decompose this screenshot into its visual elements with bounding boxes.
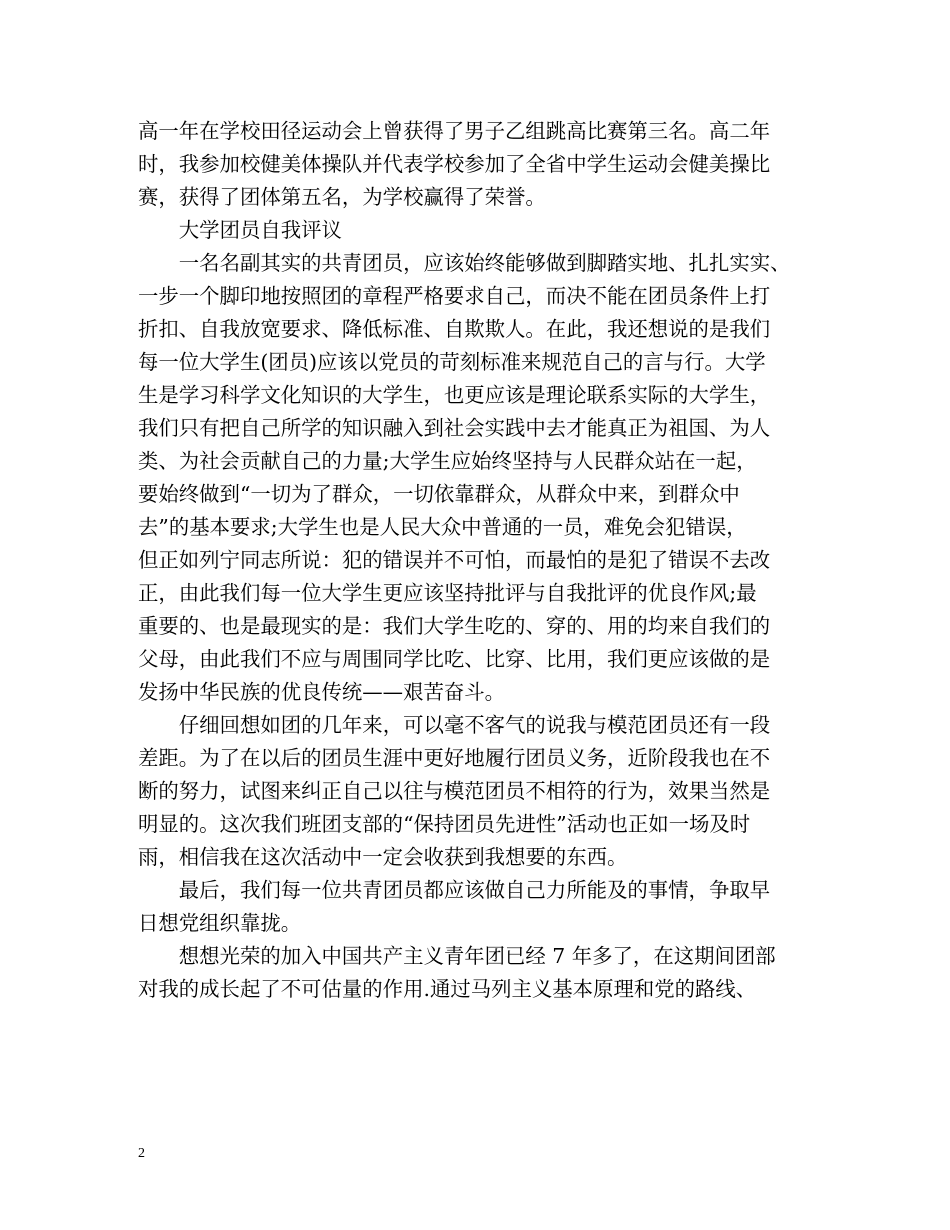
paragraph-4: 最后，我们每一位共青团员都应该做自己力所能及的事情，争取早 日想党组织靠拢。 (138, 878, 771, 935)
document-body (138, 115, 818, 1006)
paragraph-1: 高一年在学校田径运动会上曾获得了男子乙组跳高比赛第三名。高二年 时，我参加校健美体操队并代表学校参加了全省中学生运动会健美操比 赛，获得了团体第五名，为学校赢得了荣誉。 (138, 119, 771, 209)
paragraph-2: 一名名副其实的共青团员，应该始终能够做到脚踏实地、扎扎实实、 一步一个脚印地按照团的章程严格要求自己，而决不能在团员条件上打 折扣、自我放宽要求、降低标准、自欺欺人。在此，我还想说的是我们 每一位大学生(团员)应该以党员的苛刻标准来规范自己的言与行。大学 生是学习科学文化知识的大学生，也更应该是理论联系实际的大学生， 我们只有把自己所学的知识融入到社会实践中去才能真正为祖国、为人 类、为社会贡献自己的力量;大学生应始终坚持与人民群众站在一起， 要始终做到“一切为了群众，一切依靠群众，从群众中来，到群众中 去”的基本要求;大学生也是人民大众中普通的一员，难免会犯错误， 但正如列宁同志所说：犯的错误并不可怕，而最怕的是犯了错误不去改 正，由此我们每一位大学生更应该坚持批评与自我批评的优良作风;最 重要的、也是最现实的是：我们大学生吃的、穿的、用的均来自我们的 父母，由此我们不应与周围同学比吃、比穿、比用，我们更应该做的是 发扬中华民族的优良传统——艰苦奋斗。 (138, 251, 791, 704)
page-number: 2 (138, 1146, 145, 1161)
section-heading: 大学团员自我评议 (178, 218, 342, 242)
paragraph-5: 想想光荣的加入中国共产主义青年团已经 7 年多了，在这期间团部 对我的成长起了不可估量的作用.通过马列主义基本原理和党的路线、 (138, 944, 776, 1001)
paragraph-3: 仔细回想如团的几年来，可以毫不客气的说我与模范团员还有一段 差距。为了在以后的团员生涯中更好地履行团员义务，近阶段我也在不 断的努力，试图来纠正自己以往与模范团员不相符的行为，效果当然是 明显的。这次我们班团支部的“保持团员先进性”活动也正如一场及时 雨，相信我在这次活动中一定会收获到我想要的东西。 (138, 713, 771, 869)
